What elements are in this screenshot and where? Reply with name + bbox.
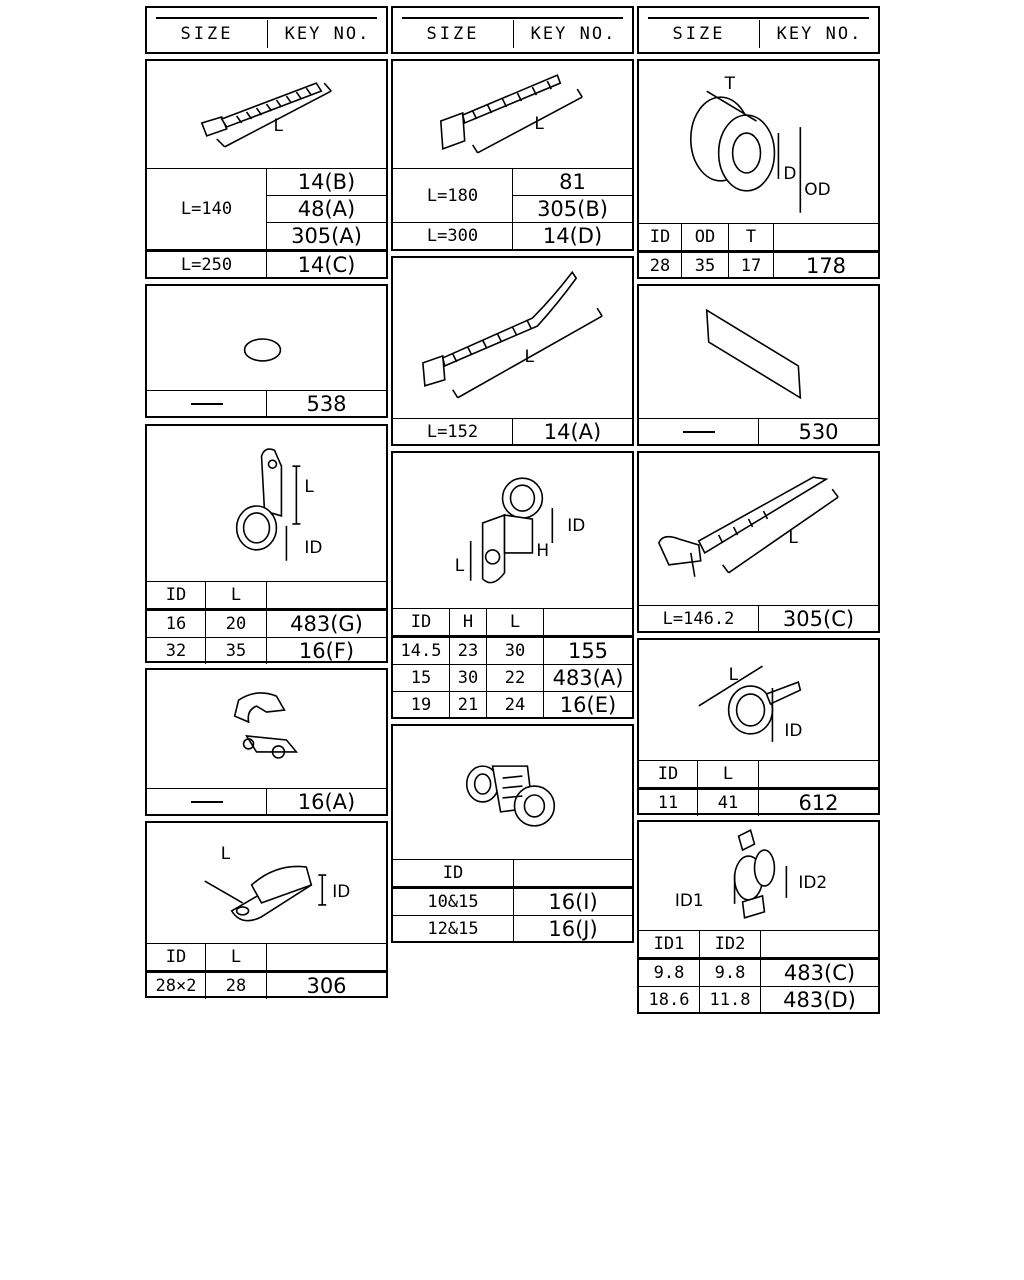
col-head: ID	[147, 944, 206, 972]
part-double-clip	[391, 724, 634, 943]
l-cell: 20	[206, 610, 267, 638]
dash-mark	[683, 431, 715, 433]
part-pipe-clamp	[145, 424, 388, 663]
id-cell: 14.5	[393, 637, 450, 665]
size-cell	[147, 789, 267, 816]
part-oval-pad	[145, 284, 388, 418]
id1-label: ID1	[674, 889, 704, 910]
col-head: ID1	[639, 931, 700, 959]
band-drawing	[639, 640, 878, 760]
part-tape	[637, 284, 880, 446]
header-col-3	[637, 6, 880, 54]
id-cell: 28×2	[147, 972, 206, 1000]
col-head: L	[487, 609, 544, 637]
id2-cell: 9.8	[700, 959, 761, 987]
key-cell: 16(I)	[514, 888, 633, 916]
od-cell: 35	[682, 252, 729, 280]
clamp-drawing	[147, 426, 386, 581]
key-header: KEY NO.	[284, 24, 371, 44]
id-label: ID	[304, 536, 323, 557]
key-cell: 305(B)	[513, 196, 633, 223]
key-cell: 48(A)	[267, 196, 387, 223]
l-cell: 41	[698, 789, 759, 817]
key-cell: 178	[774, 252, 879, 280]
col-head: ID2	[700, 931, 761, 959]
key-cell: 14(D)	[513, 223, 633, 250]
svg-text:L: L	[524, 345, 534, 366]
key-cell: 155	[544, 637, 633, 665]
double-clamp-drawing	[639, 822, 878, 930]
col-head: OD	[682, 224, 729, 252]
key-cell: 14(A)	[513, 419, 633, 446]
id2-label: ID2	[798, 871, 828, 892]
h-cell: 21	[450, 692, 487, 719]
id-cell: 12&15	[393, 916, 514, 943]
col-head: L	[206, 944, 267, 972]
size-cell: L=180	[393, 169, 513, 223]
part-cable-tie-long	[391, 256, 634, 446]
id-cell: 28	[639, 252, 682, 280]
part-clip	[145, 668, 388, 816]
cable-tie-drawing	[147, 61, 386, 168]
key-cell: 483(D)	[761, 987, 879, 1014]
size-header: SIZE	[393, 20, 514, 48]
key-header: KEY NO.	[776, 24, 863, 44]
l-cell: 24	[487, 692, 544, 719]
grommet-drawing	[639, 61, 878, 223]
key-cell: 306	[267, 972, 387, 1000]
clip-drawing	[147, 670, 386, 788]
key-cell: 305(C)	[759, 606, 879, 633]
part-bracket-clamp	[391, 451, 634, 719]
size-cell	[147, 391, 267, 418]
id-cell: 19	[393, 692, 450, 719]
col-head: T	[729, 224, 774, 252]
size-header: SIZE	[639, 20, 760, 48]
size-cell: L=300	[393, 223, 513, 250]
size-cell: L=152	[393, 419, 513, 446]
size-header: SIZE	[147, 20, 268, 48]
id-cell: 11	[639, 789, 698, 817]
col-head: L	[698, 761, 759, 789]
cable-tie-drawing	[393, 61, 632, 168]
part-saddle-clamp	[145, 821, 388, 998]
key-cell: 483(G)	[267, 610, 387, 638]
part-cable-tie-clip	[637, 451, 880, 633]
key-header: KEY NO.	[530, 24, 617, 44]
t-cell: 17	[729, 252, 774, 280]
col-head: ID	[393, 609, 450, 637]
col-head: ID	[393, 860, 514, 888]
dash-mark	[191, 801, 223, 803]
key-cell: 483(C)	[761, 959, 879, 987]
svg-text:L: L	[273, 114, 283, 135]
l-cell: 28	[206, 972, 267, 1000]
oval-drawing	[147, 286, 386, 390]
id-cell: 32	[147, 638, 206, 665]
header-col-2	[391, 6, 634, 54]
l-cell: 35	[206, 638, 267, 665]
l-cell: 22	[487, 665, 544, 692]
cable-tie-clip-drawing	[639, 453, 878, 605]
size-cell	[639, 419, 759, 446]
col-head: ID	[147, 582, 206, 610]
svg-text:L: L	[534, 112, 544, 133]
tape-drawing	[639, 286, 878, 418]
part-grommet	[637, 59, 880, 279]
part-double-clamp	[637, 820, 880, 1014]
id1-cell: 9.8	[639, 959, 700, 987]
part-cable-tie-1	[145, 59, 388, 279]
l-label: L	[304, 476, 314, 497]
header-col-1	[145, 6, 388, 54]
dash-mark	[191, 403, 223, 405]
key-cell: 81	[513, 169, 633, 196]
cable-tie-long-drawing	[393, 258, 632, 418]
h-cell: 30	[450, 665, 487, 692]
key-cell: 16(J)	[514, 916, 633, 943]
id2-cell: 11.8	[700, 987, 761, 1014]
id-cell: 15	[393, 665, 450, 692]
key-cell: 538	[267, 391, 387, 418]
svg-text:L: L	[788, 526, 798, 547]
size-cell: L=140	[147, 169, 267, 251]
key-cell: 483(A)	[544, 665, 633, 692]
l-label: L	[220, 843, 231, 864]
key-cell: 14(B)	[267, 169, 387, 196]
key-cell: 612	[759, 789, 879, 817]
col-head: ID	[639, 761, 698, 789]
id-cell: 16	[147, 610, 206, 638]
h-cell: 23	[450, 637, 487, 665]
t-label: T	[724, 73, 735, 94]
h-label: H	[536, 539, 550, 560]
saddle-drawing	[147, 823, 386, 943]
id-label: ID	[332, 880, 351, 901]
key-cell: 14(C)	[267, 251, 387, 279]
col-head: ID	[639, 224, 682, 252]
id-cell: 10&15	[393, 888, 514, 916]
col-head: H	[450, 609, 487, 637]
col-head: L	[206, 582, 267, 610]
key-cell: 16(F)	[267, 638, 387, 665]
l-cell: 30	[487, 637, 544, 665]
size-cell: L=250	[147, 251, 267, 279]
d-label: D	[783, 162, 797, 183]
id1-cell: 18.6	[639, 987, 700, 1014]
od-label: OD	[804, 178, 831, 199]
key-cell: 16(E)	[544, 692, 633, 719]
part-cable-tie-2	[391, 59, 634, 251]
key-cell: 530	[759, 419, 879, 446]
l-label: L	[454, 554, 465, 575]
id-label: ID	[567, 514, 586, 535]
l-label: L	[728, 664, 739, 685]
id-label: ID	[784, 719, 803, 740]
key-cell: 16(A)	[267, 789, 387, 816]
key-cell: 305(A)	[267, 223, 387, 251]
bracket-drawing	[393, 453, 632, 608]
size-cell: L=146.2	[639, 606, 759, 633]
double-clip-drawing	[393, 726, 632, 859]
part-band-clamp	[637, 638, 880, 815]
